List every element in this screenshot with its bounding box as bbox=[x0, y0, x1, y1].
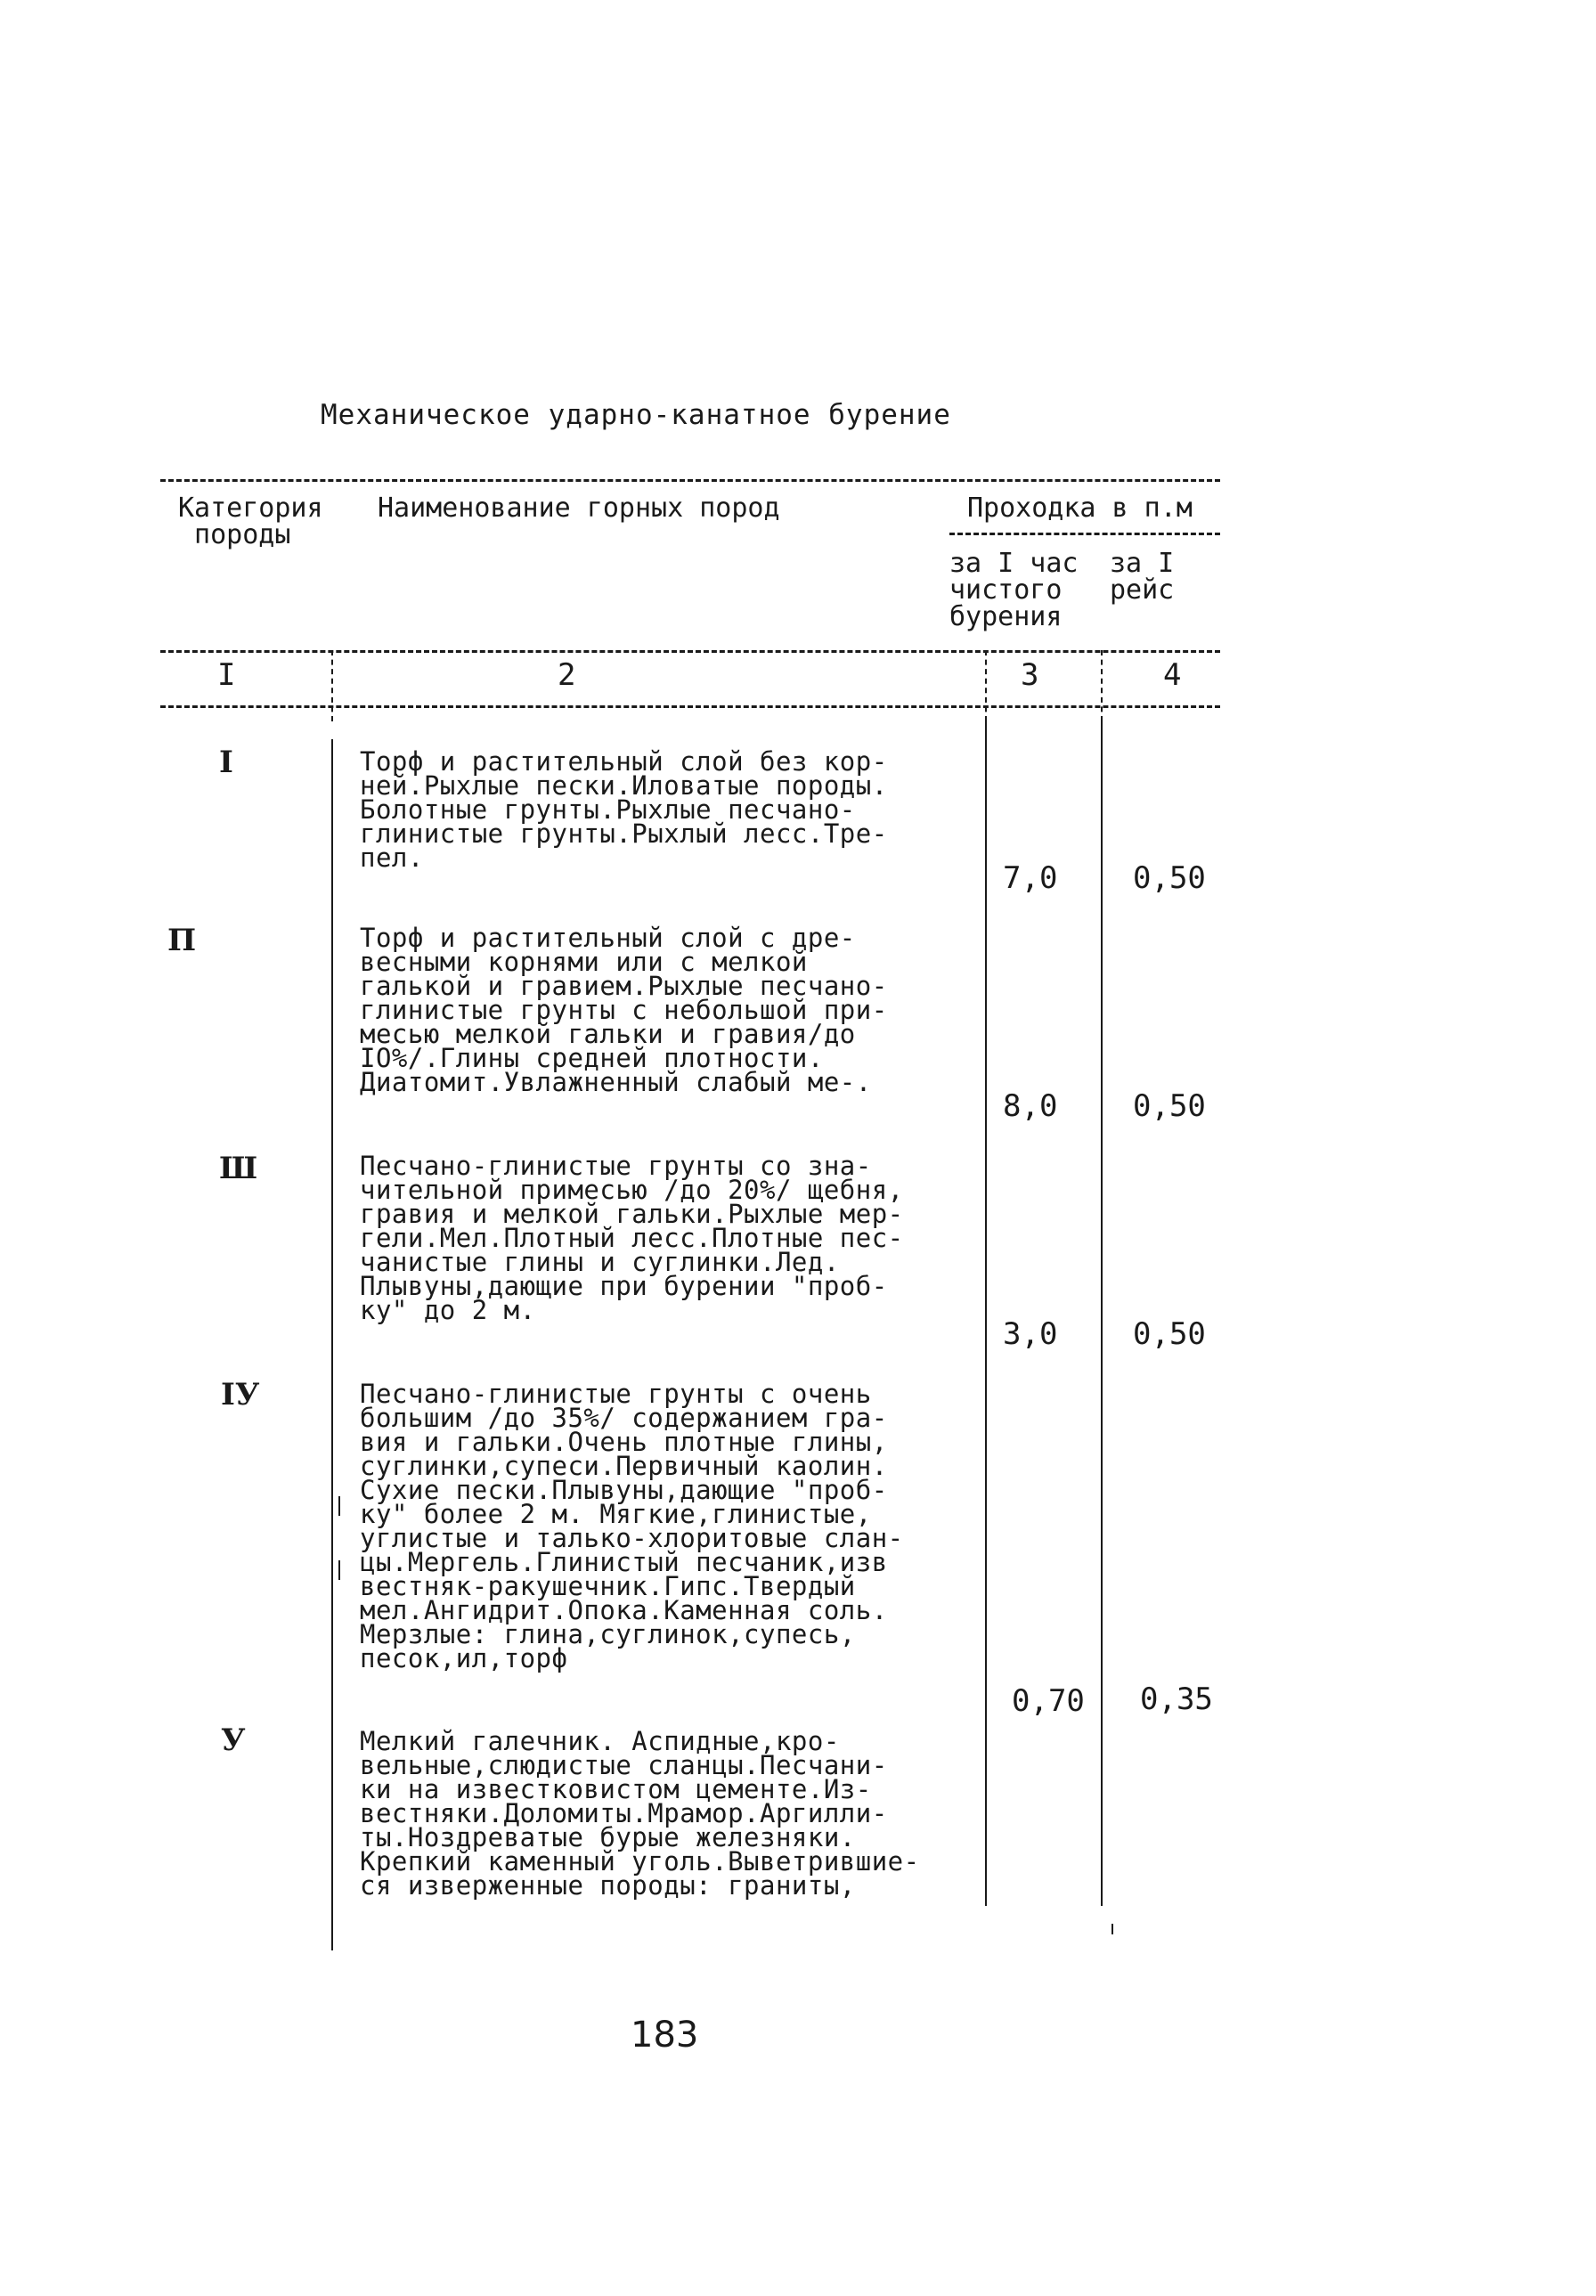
row-5-description: Мелкий галечник. Аспидные,кро- вельные,слюдистые сланцы.Песчани- ки на известковистом цементе.Из- вестняки.Доломиты.Мрамор.Аргилли- ты.Ноздреватые бурые железняки. Крепкий каменный уголь.Выветрившие- ся изверженные породы: граниты, bbox=[360, 1726, 920, 1901]
row-3-category: Ш bbox=[219, 1151, 258, 1186]
row-2-category: П bbox=[167, 923, 197, 958]
header-bottom-rule bbox=[160, 650, 1220, 653]
row-4-description: Песчано-глинистые грунты с очень большим /до 35%/ содержанием гра- вия и гальки.Очень плотные глины, суглинки,супеси.Первичный каолин. Сухие пески.Плывуны,дающие "проб- ку" более 2 м. Мягкие,глинистые, углистые и талько-хлоритовые слан- цы.Мергель.Глинистый песчаник,изв вестняк-ракушечник.Гипс.Твердый мел.Ангидрит.Опока.Каменная соль. Мерзлые: глина,суглинок,супесь, песок,ил,торф bbox=[360, 1379, 904, 1673]
column-divider-2 bbox=[985, 650, 987, 721]
column-divider-3 bbox=[1101, 650, 1103, 721]
page-title: Механическое ударно-канатное бурение bbox=[321, 399, 951, 431]
col-number-4: 4 bbox=[1163, 657, 1182, 693]
column-divider-2-body bbox=[985, 721, 987, 1906]
column-divider-3-body bbox=[1101, 721, 1103, 1906]
row-3-per-trip: 0,50 bbox=[1133, 1316, 1206, 1352]
header-per-trip: за I рейс bbox=[1110, 548, 1175, 606]
col-numbers-bottom-rule bbox=[160, 705, 1220, 708]
column-divider-1 bbox=[331, 650, 333, 721]
col-number-2: 2 bbox=[558, 657, 576, 693]
row-1-per-hour: 7,0 bbox=[1003, 860, 1058, 896]
row-2-per-trip: 0,50 bbox=[1133, 1088, 1206, 1124]
row-2-per-hour: 8,0 bbox=[1003, 1088, 1058, 1124]
row-1-description: Торф и растительный слой без кор- ней.Рыхлые пески.Иловатые породы. Болотные грунты.Рыхлые песчано- глинистые грунты.Рыхлый лесс.Тре- пел. bbox=[360, 746, 888, 873]
row-2-description: Торф и растительный слой с дре- весными корнями или с мелкой галькой и гравием.Рыхлые песчано- глинистые грунты с небольшой при- месью мелкой гальки и гравия/до IO%/.Глины средней плотности. Диатомит.Увлажненный слабый ме-. bbox=[360, 923, 888, 1097]
row-3-per-hour: 3,0 bbox=[1003, 1316, 1058, 1352]
header-per-hour: за I час чистого бурения bbox=[949, 548, 1079, 632]
row-4-per-hour: 0,70 bbox=[1012, 1683, 1085, 1719]
column-divider-1-body bbox=[331, 739, 333, 1950]
header-drilling-group: Проходка в п.м bbox=[967, 493, 1193, 524]
row-4-category: IУ bbox=[221, 1377, 260, 1413]
col-number-3: 3 bbox=[1021, 657, 1039, 693]
table-top-rule bbox=[160, 479, 1220, 482]
row-4-per-trip: 0,35 bbox=[1140, 1681, 1213, 1717]
row-1-per-trip: 0,50 bbox=[1133, 860, 1206, 896]
margin-tick-2 bbox=[338, 1560, 340, 1580]
row-3-description: Песчано-глинистые грунты со зна- чительной примесью /до 20%/ щебня, гравия и мелкой гальки.Рыхлые мер- гели.Мел.Плотный лесс.Плотные пес- чанистые глины и суглинки.Лед. Плывуны,дающие при бурении "проб- ку" до 2 м. bbox=[360, 1151, 904, 1325]
page-number: 183 bbox=[631, 2015, 699, 2056]
row-1-category: I bbox=[219, 745, 233, 780]
column-divider-3-tick bbox=[1112, 1924, 1113, 1934]
header-category: Категория породы bbox=[178, 493, 323, 550]
col-number-1: I bbox=[217, 657, 236, 693]
header-rock-name: Наименование горных пород bbox=[378, 493, 780, 524]
margin-tick-1 bbox=[338, 1496, 340, 1516]
header-subgroup-rule bbox=[949, 533, 1220, 535]
row-5-category: У bbox=[221, 1722, 246, 1758]
